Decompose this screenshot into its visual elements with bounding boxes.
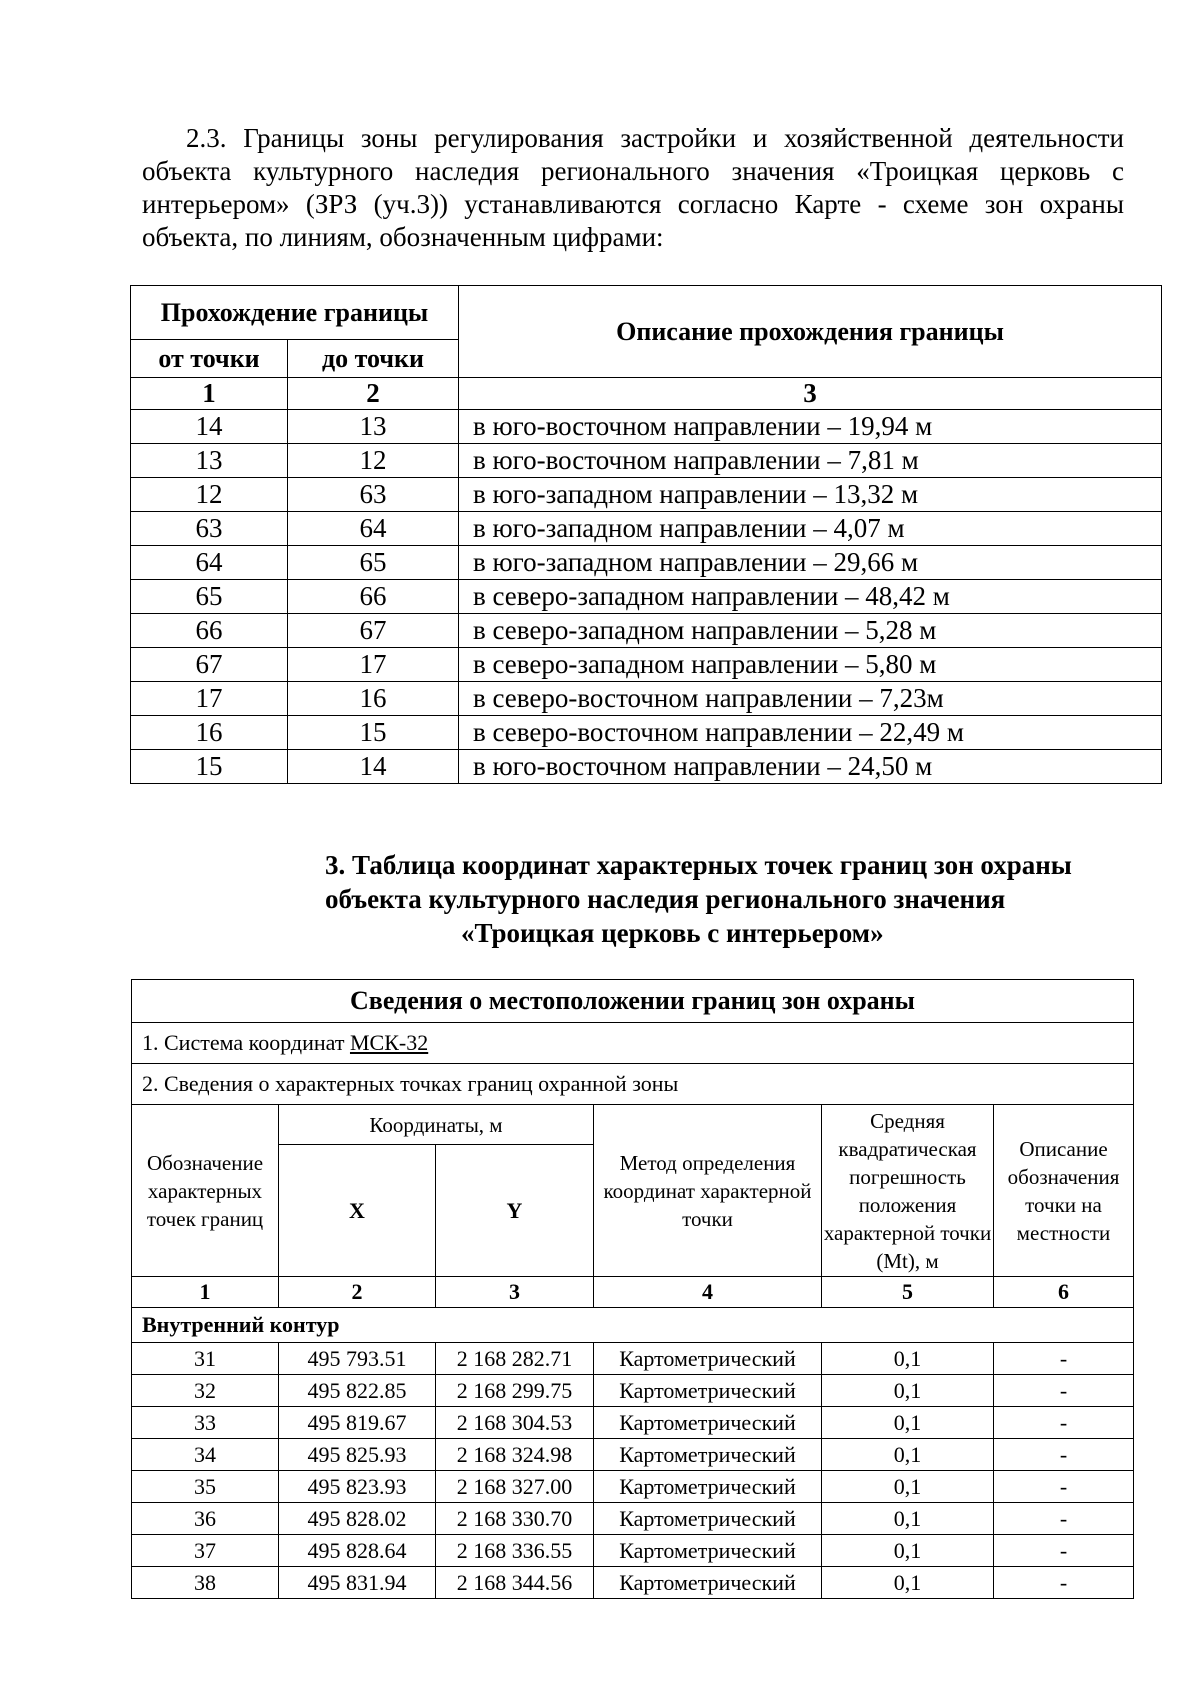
x-coordinate-cell: 495 828.64 [279,1535,436,1567]
to-point-cell: 65 [288,546,459,580]
boundary-description-cell: в юго-западном направлении – 13,32 м [459,478,1162,512]
to-point-cell: 63 [288,478,459,512]
point-description-cell: - [994,1375,1134,1407]
table-row [131,410,1162,444]
boundary-description-cell: в северо-восточном направлении – 22,49 м [459,716,1162,750]
section-inner-contour: Внутренний контур [132,1308,1134,1343]
table-row [132,1439,1134,1471]
coordinates-table [131,979,1134,1599]
table-row [132,1407,1134,1439]
section-2-3-paragraph: 2.3. Границы зоны регулирования застройки и хозяйственной деятельности объекта культурного наследия регионального значения «Троицкая церковь с интерьером» (ЗРЗ (уч.3)) устанавливаются согласно Карте - схеме зон охраны объекта, по линиям, обозначенным цифрами: [142,123,1124,252]
point-cell: 36 [132,1503,279,1535]
table-row [132,1567,1134,1599]
to-point-cell: 14 [288,750,459,784]
y-coordinate-cell: 2 168 304.53 [436,1407,594,1439]
from-point-cell: 67 [131,648,288,682]
point-description-cell: - [994,1567,1134,1599]
point-description-cell: - [994,1471,1134,1503]
from-point-cell: 16 [131,716,288,750]
from-point-cell: 15 [131,750,288,784]
y-coordinate-cell: 2 168 299.75 [436,1375,594,1407]
table-row [131,580,1162,614]
to-point-cell: 16 [288,682,459,716]
to-point-cell: 13 [288,410,459,444]
table-row [132,1375,1134,1407]
table-row [131,614,1162,648]
to-point-cell: 12 [288,444,459,478]
coordinates-table-caption: Сведения о местоположении границ зон охраны [132,980,1134,1023]
header-method: Метод определения координат характерной точки [594,1105,822,1277]
table-row [131,750,1162,784]
boundary-table [130,285,1162,784]
column-number: 6 [994,1277,1134,1308]
points-info-row: 2. Сведения о характерных точках границ охранной зоны [132,1064,1134,1105]
point-description-cell: - [994,1407,1134,1439]
column-number: 1 [132,1277,279,1308]
error-cell: 0,1 [822,1343,994,1375]
from-point-cell: 65 [131,580,288,614]
error-cell: 0,1 [822,1471,994,1503]
header-to-point: до точки [288,340,459,378]
from-point-cell: 14 [131,410,288,444]
boundary-description-cell: в северо-западном направлении – 5,80 м [459,648,1162,682]
point-cell: 31 [132,1343,279,1375]
y-coordinate-cell: 2 168 324.98 [436,1439,594,1471]
boundary-description-cell: в северо-восточном направлении – 7,23м [459,682,1162,716]
section-3-title-line: 3. Таблица координат характерных точек границ зон охраны [325,850,1072,880]
header-designation: Обозначение характерных точек границ [132,1105,279,1277]
coordinate-system-label: 1. Система координат [142,1030,350,1055]
boundary-description-cell: в северо-западном направлении – 5,28 м [459,614,1162,648]
from-point-cell: 64 [131,546,288,580]
header-boundary-passage: Прохождение границы [131,286,459,340]
section-3-title [240,848,1200,950]
header-error: Средняя квадратическая погрешность положения характерной точки (Mt), м [822,1105,994,1277]
y-coordinate-cell: 2 168 344.56 [436,1567,594,1599]
table-row [131,716,1162,750]
coordinate-system-row [132,1023,1134,1064]
point-description-cell: - [994,1343,1134,1375]
boundary-table-body [131,410,1162,784]
point-description-cell: - [994,1535,1134,1567]
header-from-point: от точки [131,340,288,378]
to-point-cell: 67 [288,614,459,648]
header-x: X [279,1145,436,1277]
method-cell: Картометрический [594,1375,822,1407]
table-row [131,478,1162,512]
boundary-description-cell: в северо-западном направлении – 48,42 м [459,580,1162,614]
table-row [131,648,1162,682]
x-coordinate-cell: 495 831.94 [279,1567,436,1599]
to-point-cell: 17 [288,648,459,682]
x-coordinate-cell: 495 793.51 [279,1343,436,1375]
table-row [132,1471,1134,1503]
point-cell: 32 [132,1375,279,1407]
to-point-cell: 15 [288,716,459,750]
method-cell: Картометрический [594,1439,822,1471]
column-number: 5 [822,1277,994,1308]
method-cell: Картометрический [594,1535,822,1567]
boundary-description-cell: в юго-восточном направлении – 24,50 м [459,750,1162,784]
y-coordinate-cell: 2 168 336.55 [436,1535,594,1567]
column-number: 2 [279,1277,436,1308]
method-cell: Картометрический [594,1567,822,1599]
y-coordinate-cell: 2 168 330.70 [436,1503,594,1535]
table-row [131,444,1162,478]
y-coordinate-cell: 2 168 282.71 [436,1343,594,1375]
table-row [131,512,1162,546]
to-point-cell: 64 [288,512,459,546]
from-point-cell: 66 [131,614,288,648]
x-coordinate-cell: 495 819.67 [279,1407,436,1439]
point-cell: 35 [132,1471,279,1503]
point-description-cell: - [994,1503,1134,1535]
coordinates-table-body [132,1343,1134,1599]
method-cell: Картометрический [594,1407,822,1439]
error-cell: 0,1 [822,1567,994,1599]
point-cell: 37 [132,1535,279,1567]
point-cell: 38 [132,1567,279,1599]
point-cell: 33 [132,1407,279,1439]
error-cell: 0,1 [822,1439,994,1471]
column-number: 4 [594,1277,822,1308]
x-coordinate-cell: 495 823.93 [279,1471,436,1503]
from-point-cell: 17 [131,682,288,716]
header-y: Y [436,1145,594,1277]
boundary-description-cell: в юго-восточном направлении – 19,94 м [459,410,1162,444]
point-description-cell: - [994,1439,1134,1471]
boundary-description-cell: в юго-западном направлении – 29,66 м [459,546,1162,580]
header-boundary-description: Описание прохождения границы [459,286,1162,378]
section-3-title-line: «Троицкая церковь с интерьером» [461,918,884,948]
method-cell: Картометрический [594,1343,822,1375]
boundary-description-cell: в юго-западном направлении – 4,07 м [459,512,1162,546]
section-3-title-line: объекта культурного наследия регионального значения [325,884,1006,914]
column-number: 3 [459,378,1162,410]
error-cell: 0,1 [822,1535,994,1567]
table-row [132,1503,1134,1535]
point-cell: 34 [132,1439,279,1471]
y-coordinate-cell: 2 168 327.00 [436,1471,594,1503]
error-cell: 0,1 [822,1375,994,1407]
header-point-description: Описание обозначения точки на местности [994,1105,1134,1277]
from-point-cell: 13 [131,444,288,478]
from-point-cell: 12 [131,478,288,512]
error-cell: 0,1 [822,1407,994,1439]
header-coordinates: Координаты, м [279,1105,594,1145]
coordinate-system-value: МСК-32 [349,1030,429,1055]
method-cell: Картометрический [594,1503,822,1535]
x-coordinate-cell: 495 828.02 [279,1503,436,1535]
error-cell: 0,1 [822,1503,994,1535]
column-number: 3 [436,1277,594,1308]
x-coordinate-cell: 495 825.93 [279,1439,436,1471]
x-coordinate-cell: 495 822.85 [279,1375,436,1407]
table-row [131,682,1162,716]
column-number: 2 [288,378,459,410]
to-point-cell: 66 [288,580,459,614]
column-number: 1 [131,378,288,410]
from-point-cell: 63 [131,512,288,546]
boundary-description-cell: в юго-восточном направлении – 7,81 м [459,444,1162,478]
table-row [132,1535,1134,1567]
table-row [132,1343,1134,1375]
method-cell: Картометрический [594,1471,822,1503]
table-row [131,546,1162,580]
